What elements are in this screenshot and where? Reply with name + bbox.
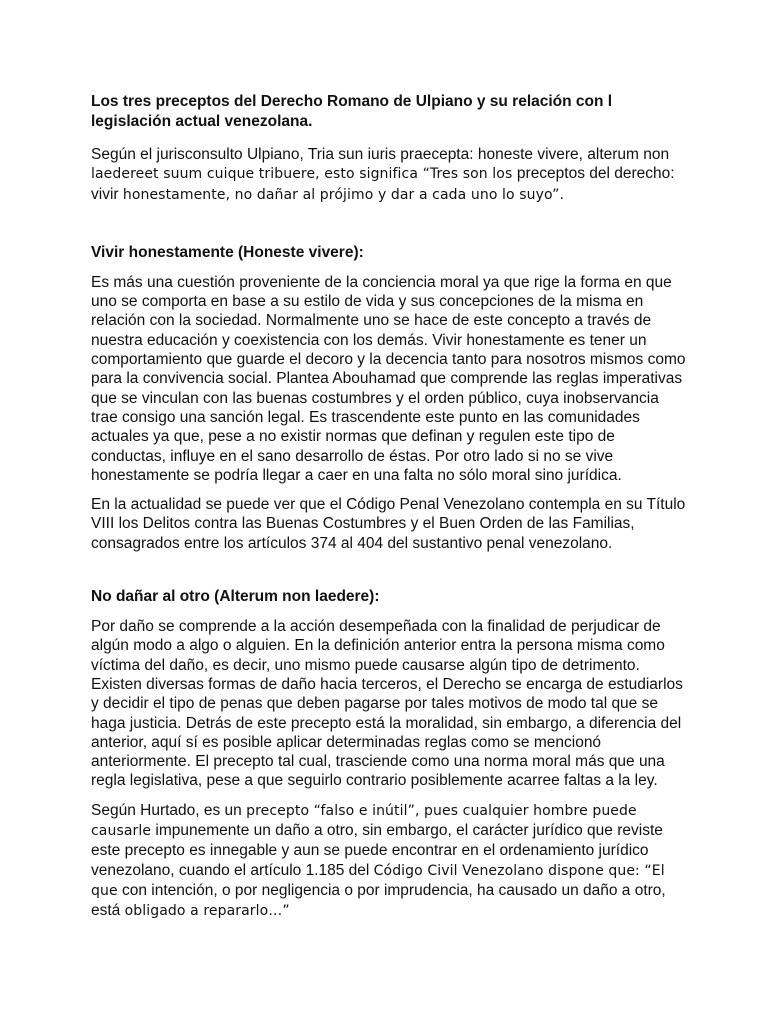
- section2-p2-text-a: Según Hurtado, es un: [91, 801, 247, 819]
- section-heading-alterum-non-laedere: No dañar al otro (Alterum non laedere):: [91, 588, 380, 606]
- section2-paragraph-1: Por daño se comprende a la acción desempeñada con la finalidad de perjudicar de algún modo a algo o alguien. En la definición anterior entra la persona misma como víctima del daño, es decir, uno mismo puede causarse algún tipo de detrimento. Existen diversas formas de daño hacia terceros, el Derecho se encarga de estudiarlos y decidir el tipo de penas que deben pagarse por tales motivos de modo tal que se haga justicia. Detrás de este precepto está la moralidad, sin embargo, a diferencia del anterior, aquí sí es posible aplicar determinadas reglas como se mencionó anteriormente. El precepto tal cual, trasciende como una norma moral más que una regla legislativa, pese a que seguirlo contrario posiblemente acarree faltas a la ley.: [91, 618, 683, 790]
- intro-text-b: laedereet suum cuique tribuere, esto significa “Tres son los: [91, 166, 517, 183]
- section1-paragraph-1: Es más una cuestión proveniente de la conciencia moral ya que rige la forma en que uno se comporta en base a su estilo de vida y sus concepciones de la misma en relación con la sociedad. Normalmente uno se hace de este concepto a través de nuestra educación y coexistencia con los demás. Vivir honestamente es tener un comportamiento que guarde el decoro y la decencia tanto para nosotros mismos como para la convivencia social. Plantea Abouhamad que comprende las reglas imperativas que se vinculan con las buenas costumbres y el orden público, cuya inobservancia trae consigo una sanción legal. Es trascendente este punto en las comunidades actuales ya que, pese a no existir normas que definan y regulen este tipo de conductas, influye en el sano desarrollo de éstas. Por otro lado si no se vive honestamente se podría llegar a caer en una falta no sólo moral sino jurídica.: [91, 273, 686, 484]
- section2-p2-text-f: obligado a repararlo…”: [124, 903, 290, 920]
- section1-paragraph-2: En la actualidad se puede ver que el Código Penal Venezolano contempla en su Título VIII los Delitos contra las Buenas Costumbres y el Buen Orden de las Familias, consagrados entre los artículos 374 al 404 del sustantivo penal venezolano.: [91, 496, 686, 552]
- section2-p2-text-e: con intención, o por negligencia o por imprudencia, ha causado un daño a otro, está: [91, 881, 666, 920]
- section2-paragraph-2: [91, 801, 688, 922]
- section2-p2-text-b: precepto “falso e inútil”, pues cualquier hombre puede causarle: [91, 802, 637, 840]
- section2-p2-text-c: impunemente un daño a otro, sin embargo, el carácter jurídico que reviste este precepto es innegable y aun se puede encontrar en el ordenamiento jurídico venezolano, cuando el artículo 1.185 del: [91, 822, 663, 879]
- intro-paragraph: [91, 145, 688, 205]
- intro-text-a: Según el jurisconsulto Ulpiano, Tria sun iuris praecepta: honeste vivere, alterum non: [91, 146, 670, 163]
- document-title: Los tres preceptos del Derecho Romano de Ulpiano y su relación con l legislación actual venezolana.: [91, 93, 613, 130]
- intro-text-d: honestamente, no dañar al prójimo y dar a cada uno lo suyo”.: [122, 186, 565, 203]
- intro-text-c: preceptos del derecho: vivir: [91, 165, 675, 203]
- section2-p2-text-d: Código Civil Venezolano dispone que: “El que: [91, 862, 665, 899]
- section-heading-honeste-vivere: Vivir honestamente (Honeste vivere):: [91, 243, 364, 261]
